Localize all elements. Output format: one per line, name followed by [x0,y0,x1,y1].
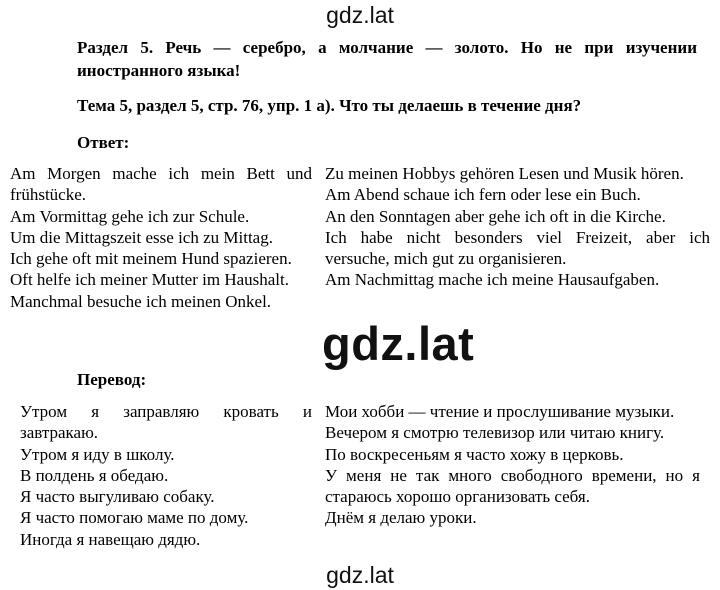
german-sentence: Oft helfe ich meiner Mutter im Haushalt. [10,270,289,290]
russian-right-column [325,401,700,529]
russian-sentence: Мои хобби — чтение и прослушивание музыки. [325,402,675,421]
russian-left-column [20,401,312,550]
russian-sentence: Утром я заправляю кровать и завтракаю. [20,402,312,443]
german-sentence: Am Morgen mache ich mein Bett und frühstücke. [10,164,312,205]
russian-sentence: Иногда я навещаю дядю. [20,529,201,549]
russian-sentence: В полдень я обедаю. [20,465,169,485]
german-sentence: Am Nachmittag mache ich meine Hausaufgaben. [325,270,660,290]
russian-sentence: Днём я делаю уроки. [325,508,477,528]
german-sentence: Am Vormittag gehe ich zur Schule. [10,206,250,226]
german-sentence: Am Abend schaue ich fern oder lese ein Buch. [325,185,641,205]
russian-sentence: Утром я иду в школу. [20,444,175,464]
russian-sentence: У меня не так много свободного времени, но я стараюсь хорошо организовать себя. [325,465,700,507]
translation-label: Перевод: [77,370,147,389]
german-sentence: Manchmal besuche ich meinen Onkel. [10,291,272,311]
answer-label: Ответ: [77,133,130,152]
russian-sentence: Вечером я смотрю телевизор или читаю книгу. [325,423,665,443]
german-sentence: Zu meinen Hobbys gehören Lesen und Musik hören. [325,164,684,183]
german-sentence: Ich habe nicht besonders viel Freizeit, aber ich versuche, mich gut zu organisieren. [325,227,710,269]
russian-sentence: Я часто выгуливаю собаку. [20,487,215,507]
german-right-column [325,163,710,291]
german-sentence: An den Sonntagen aber gehe ich oft in die Kirche. [325,206,666,226]
watermark-top: gdz.lat [326,2,394,28]
task-title: Тема 5, раздел 5, стр. 76, упр. 1 а). Что ты делаешь в течение дня? [77,96,582,115]
german-left-column [10,163,312,312]
german-sentence: Ich gehe oft mit meinem Hund spazieren. [10,249,292,269]
russian-sentence: По воскресеньям я часто хожу в церковь. [325,444,624,464]
russian-sentence: Я часто помогаю маме по дому. [20,508,249,528]
german-sentence: Um die Mittagszeit esse ich zu Mittag. [10,227,273,247]
section-title: Раздел 5. Речь — серебро, а молчание — золото. Но не при изучении иностранного языка! [77,38,697,80]
watermark-bottom: gdz.lat [326,562,394,588]
watermark-middle: gdz.lat [322,317,475,370]
